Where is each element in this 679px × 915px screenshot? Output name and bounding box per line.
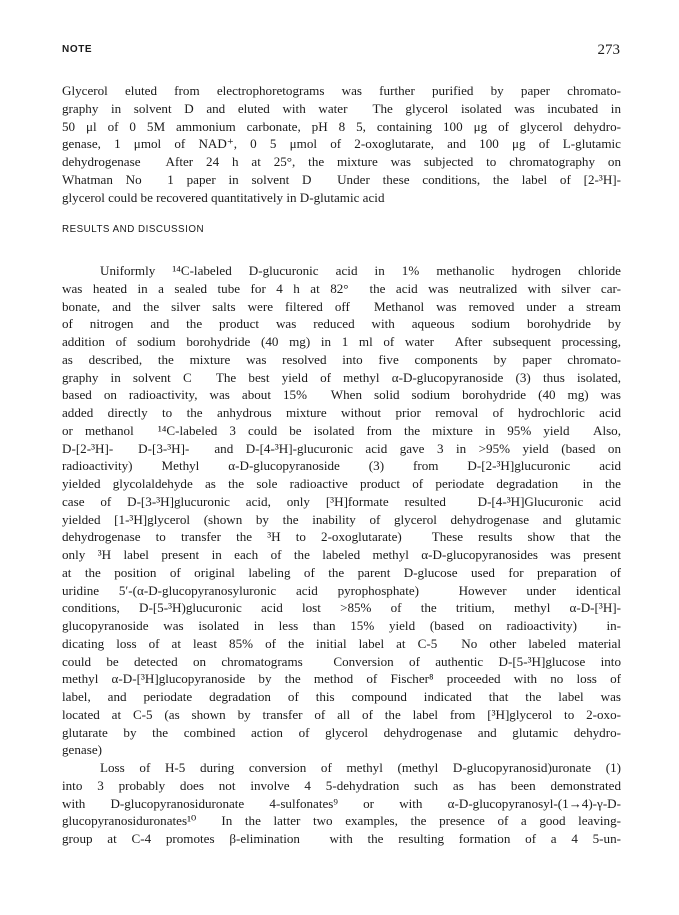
text-line: graphy in solvent D and eluted with water The glycerol isolated was incubated in <box>62 100 621 116</box>
text-line: glucopyranoside was isolated in less than 15% yield (based on radioactivity) in- <box>62 618 621 633</box>
text-line: conditions, D-[5-³H)glucuronic acid lost >85% of the tritium, methyl α-D-[³H]- <box>62 600 621 616</box>
text-line: or methanol ¹⁴C-labeled 3 could be isolated from the mixture in 95% yield Also, <box>62 422 621 438</box>
text-line: glutarate by the combined action of glycerol dehydrogenase and glutamic dehydro- <box>62 724 621 740</box>
text-line: Loss of H-5 during conversion of methyl (methyl D-glucopyranosid)uronate (1) <box>100 760 621 775</box>
text-line: label, and periodate degradation of this compound indicated that the label was <box>62 689 621 704</box>
running-head: NOTE <box>62 44 93 55</box>
text-line: located at C-5 (as shown by transfer of all of the label from [³H]glycerol to 2-oxo- <box>62 706 621 722</box>
text-line: with D-glucopyranosiduronate 4-sulfonates⁹ or with α-D-glucopyranosyl-(1→4)-γ-D- <box>62 795 621 811</box>
text-line: glucopyranosiduronates¹⁰ In the latter two examples, the presence of a good leaving- <box>62 813 621 829</box>
text-line: 50 μl of 0 5M ammonium carbonate, pH 8 5, containing 100 μg of glycerol dehydro- <box>62 118 621 134</box>
text-line: into 3 probably does not involve 4 5-dehydration such as has been demonstrated <box>62 777 621 793</box>
text-line: genase) <box>62 742 102 758</box>
methods-paragraph <box>62 82 621 206</box>
text-line: at the position of original labeling of the parent D-glucose used for preparation of <box>62 564 621 580</box>
text-line: glycerol could be recovered quantitatively in D-glutamic acid <box>62 189 385 205</box>
text-line: methyl α-D-[³H]glucopyranoside by the method of Fischer⁸ proceeded with no loss of <box>62 671 621 687</box>
text-line: uridine 5′-(α-D-glucopyranosyluronic acid pyrophosphate) However under identical <box>62 582 621 598</box>
text-line: could be detected on chromatograms Conversion of authentic D-[5-³H]glucose into <box>62 653 621 669</box>
text-line: Uniformly ¹⁴C-labeled D-glucuronic acid in 1% methanolic hydrogen chloride <box>100 263 621 278</box>
text-line: only ³H label present in each of the labeled methyl α-D-glucopyranosides was present <box>62 547 621 562</box>
text-line: based on radioactivity, was about 15% When solid sodium borohydride (40 mg) was <box>62 387 621 403</box>
text-line: Glycerol eluted from electrophoretograms was further purified by paper chromato- <box>62 83 621 98</box>
text-line: D-[2-³H]- D-[3-³H]- and D-[4-³H]-glucuronic acid gave 3 in >95% yield (based on <box>62 440 621 456</box>
text-line: as described, the mixture was resolved into five components by paper chromato- <box>62 351 621 367</box>
section-heading: RESULTS AND DISCUSSION <box>62 224 205 235</box>
text-line: group at C-4 promotes β-elimination with the resulting formation of a 4 5-un- <box>62 831 621 846</box>
text-line: dehydrogenase After 24 h at 25°, the mixture was subjected to chromatography on <box>62 154 621 169</box>
results-paragraphs <box>62 262 621 848</box>
text-line: was heated in a sealed tube for 4 h at 82° the acid was neutralized with silver car- <box>62 280 621 296</box>
page-number: 273 <box>597 42 620 58</box>
text-line: bonate, and the silver salts were filtered off Methanol was removed under a stream <box>62 298 621 314</box>
text-line: yielded glycolaldehyde as the sole radioactive product of periodate degradation in the <box>62 476 621 491</box>
text-line: dehydrogenase to transfer the ³H to 2-oxoglutarate) These results show that the <box>62 529 621 545</box>
text-line: radioactivity) Methyl α-D-glucopyranoside (3) from D-[2-³H]glucuronic acid <box>62 458 621 474</box>
text-line: dicating loss of at least 85% of the initial label at C-5 No other labeled material <box>62 635 621 651</box>
text-line: addition of sodium borohydride (40 mg) in 1 ml of water After subsequent processing, <box>62 334 621 349</box>
text-line: case of D-[3-³H]glucuronic acid, only [³H]formate resulted D-[4-³H]Glucuronic acid <box>62 493 621 509</box>
text-line: genase, 1 μmol of NAD⁺, 0 5 μmol of 2-oxoglutarate, and 100 μg of L-glutamic <box>62 136 621 152</box>
page-header <box>62 42 620 62</box>
text-line: graphy in solvent C The best yield of methyl α-D-glucopyranoside (3) thus isolated, <box>62 369 621 385</box>
text-line: of nitrogen and the product was reduced with aqueous sodium borohydride by <box>62 316 621 332</box>
text-line: yielded [1-³H]glycerol (shown by the inability of glycerol dehydrogenase and glutamic <box>62 511 621 527</box>
text-line: added directly to the anhydrous mixture without prior removal of hydrochloric acid <box>62 405 621 420</box>
text-line: Whatman No 1 paper in solvent D Under these conditions, the label of [2-³H]- <box>62 171 621 187</box>
